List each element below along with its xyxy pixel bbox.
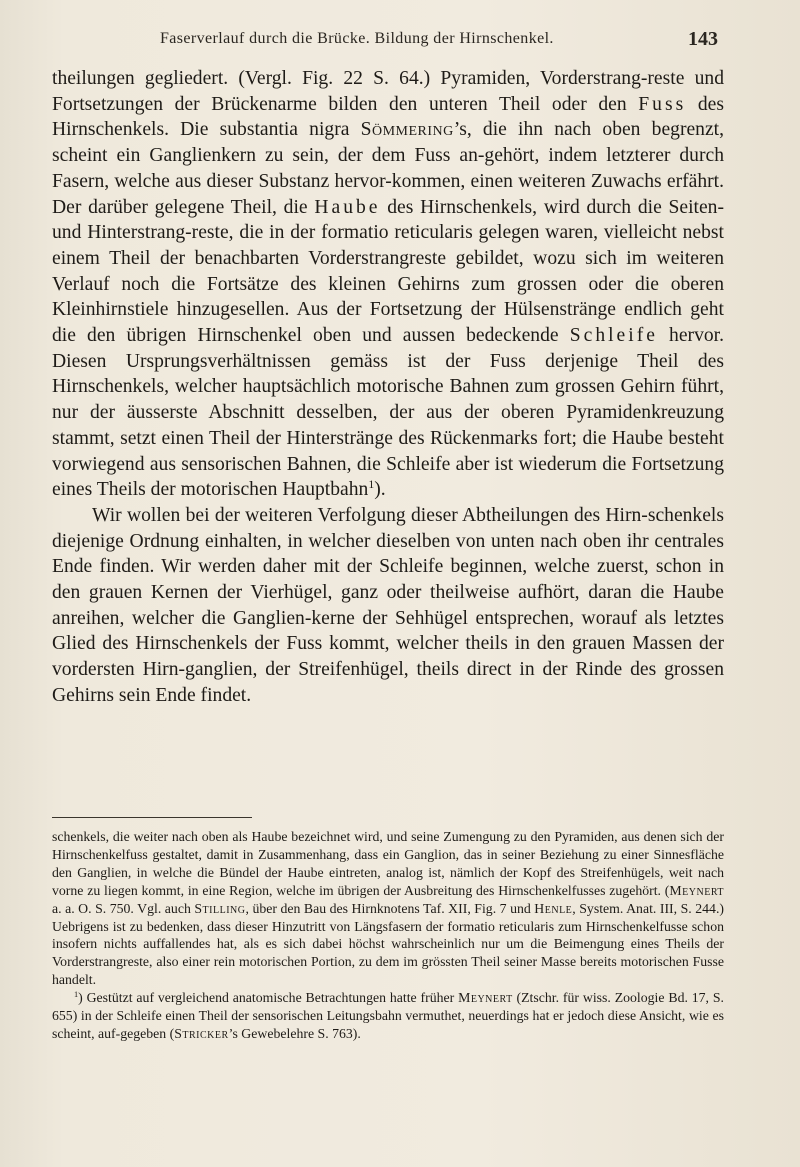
text-run: hervor. Diesen Ursprungsverhältnissen gemäss ist der Fuss derjenige Theil des Hirnschenkels, welcher hauptsächlich motorische Bahnen zum grossen Gehirn führt, nur der äusserste Abschnitt desselben, der aus der oberen Pyramidenkreuzung stammt, setzt einen Theil der Hinterstränge des Rückenmarks fort; die Haube besteht vorwiegend aus sensorischen Bahnen, die Schleife aber ist wiederum die Fortsetzung eines Theils der motorischen Hauptbahn xyxy=(52,325,724,501)
author-name-soemmering: Sömmering xyxy=(360,119,454,141)
text-run: des Hirnschenkels. Die substantia nigra xyxy=(52,93,724,141)
running-title: Faserverlauf durch die Brücke. Bildung der Hirnschenkel. xyxy=(160,30,554,47)
footnote-ref-1: 1 xyxy=(368,478,375,492)
paragraph-2: Wir wollen bei der weiteren Verfolgung dieser Abtheilungen des Hirn-schenkels diejenige Ordnung einhalten, in welcher dieselben von unten nach oben ihr centrales Ende finden. Wir werden daher mit der Schleife beginnen, welche zuerst, schon in den grauen Kernen der Vierhügel, ganz oder theilweise aufhört, daran die Haube anreihen, welcher die Ganglien-kerne der Sehhügel entsprechen, worauf als letztes Glied des Hirnschenkels der Fuss kommt, welcher theils in den grauen Massen der vordersten Hirn-ganglien, der Streifenhügel, theils direct in der Rinde des grossen Gehirns sein Ende findet. xyxy=(52,504,724,706)
text-run: ’s, die ihn nach oben begrenzt, scheint ein Ganglienkern zu sein, der dem Fuss an-gehört, indem letzterer durch Fasern, welche aus dieser Substanz hervor-kommen, einen weiteren Zuwachs erfährt. Der darüber gelegene Theil, die xyxy=(52,119,724,218)
paragraph-1 xyxy=(52,66,724,503)
text-run: , System. Anat. III, S. 244.) Uebrigens ist zu bedenken, dass dieser Hinzutritt von Längsfasern der formatio reticularis zum Hirnschenkelfusse schon insofern nichts auffallendes hat, als es sich dabei höchst wahrscheinlich nur um die Beimengung eines Theils der Vorderstrangreste, also einer rein motorischen Portion, zu dem im grössten Theil seiner Masse bereits motorischen Fusse handelt. xyxy=(52,900,724,988)
author-name-stricker: Stricker xyxy=(174,1025,229,1041)
text-run: des Hirnschenkels, wird durch die Seiten- und Hinterstrang-reste, die in der formatio reticularis gelegen waren, vielleicht nebst einem Theil der benachbarten Vorderstrangreste gebildet, wozu sich im weiteren Verlauf noch die Fortsätze des kleinen Gehirns zum grossen oder die oberen Kleinhirnstiele hinzugesellen. Aus der Fortsetzung der Hülsenstränge endlich geht die den übrigen Hirnschenkel oben und aussen bedeckende xyxy=(52,196,724,347)
text-run: (Ztschr. für wiss. Zoologie Bd. 17, S. 655) in der Schleife einen Theil der sensorischen Leitungsbahn vermuthet, neuerdings hat er jedoch diese Ansicht, wie es scheint, auf-gegeben ( xyxy=(52,990,724,1041)
author-name-stilling: Stilling xyxy=(194,900,246,916)
text-run: ). xyxy=(374,479,386,501)
spaced-term-fuss: Fuss xyxy=(638,93,687,115)
page-number: 143 xyxy=(688,28,718,50)
footnotes xyxy=(52,828,724,1043)
text-run: , über den Bau des Hirnknotens Taf. XII, Fig. 7 und xyxy=(245,900,535,916)
spaced-term-schleife: Schleife xyxy=(569,325,658,347)
footnote-continuation xyxy=(52,828,724,989)
text-run: a. a. O. S. 750. Vgl. auch xyxy=(52,900,195,916)
author-name-meynert: Meynert xyxy=(458,990,513,1006)
text-run: theilungen gegliedert. (Vergl. Fig. 22 S. 64.) Pyramiden, Vorderstrang-reste und Fortsetzungen der Brückenarme bilden den unteren Theil oder den xyxy=(52,68,724,115)
footnote-1 xyxy=(52,989,724,1043)
author-name-henle: Henle xyxy=(534,900,573,916)
text-run: schenkels, die weiter nach oben als Haube bezeichnet wird, und seine Zumengung zu den Pyramiden, aus denen sich der Hirnschenkelfuss gestaltet, damit in Zusammenhang, dass ein Ganglion, das in seiner Beziehung zu einer Sinnesfläche den Ganglien, in welche die Bündel der Haube eintreten, analog ist, nämlich der Kopf des Streifenhügels, weit nach vorne zu liegen kommt, in eine Region, welche im übrigen der Ausbreitung des Hirnschenkelfusses zugehört. ( xyxy=(52,829,724,898)
running-head xyxy=(0,28,800,56)
text-run: ) Gestützt auf vergleichend anatomische Betrachtungen hatte früher xyxy=(78,990,459,1006)
footnote-separator xyxy=(52,817,252,818)
text-run: ’s Gewebelehre S. 763). xyxy=(228,1025,361,1041)
author-name-meynert: Meynert xyxy=(669,882,724,898)
body-text xyxy=(52,66,724,709)
footnote-marker-1: 1 xyxy=(74,990,79,1000)
spaced-term-haube: Haube xyxy=(314,196,381,218)
